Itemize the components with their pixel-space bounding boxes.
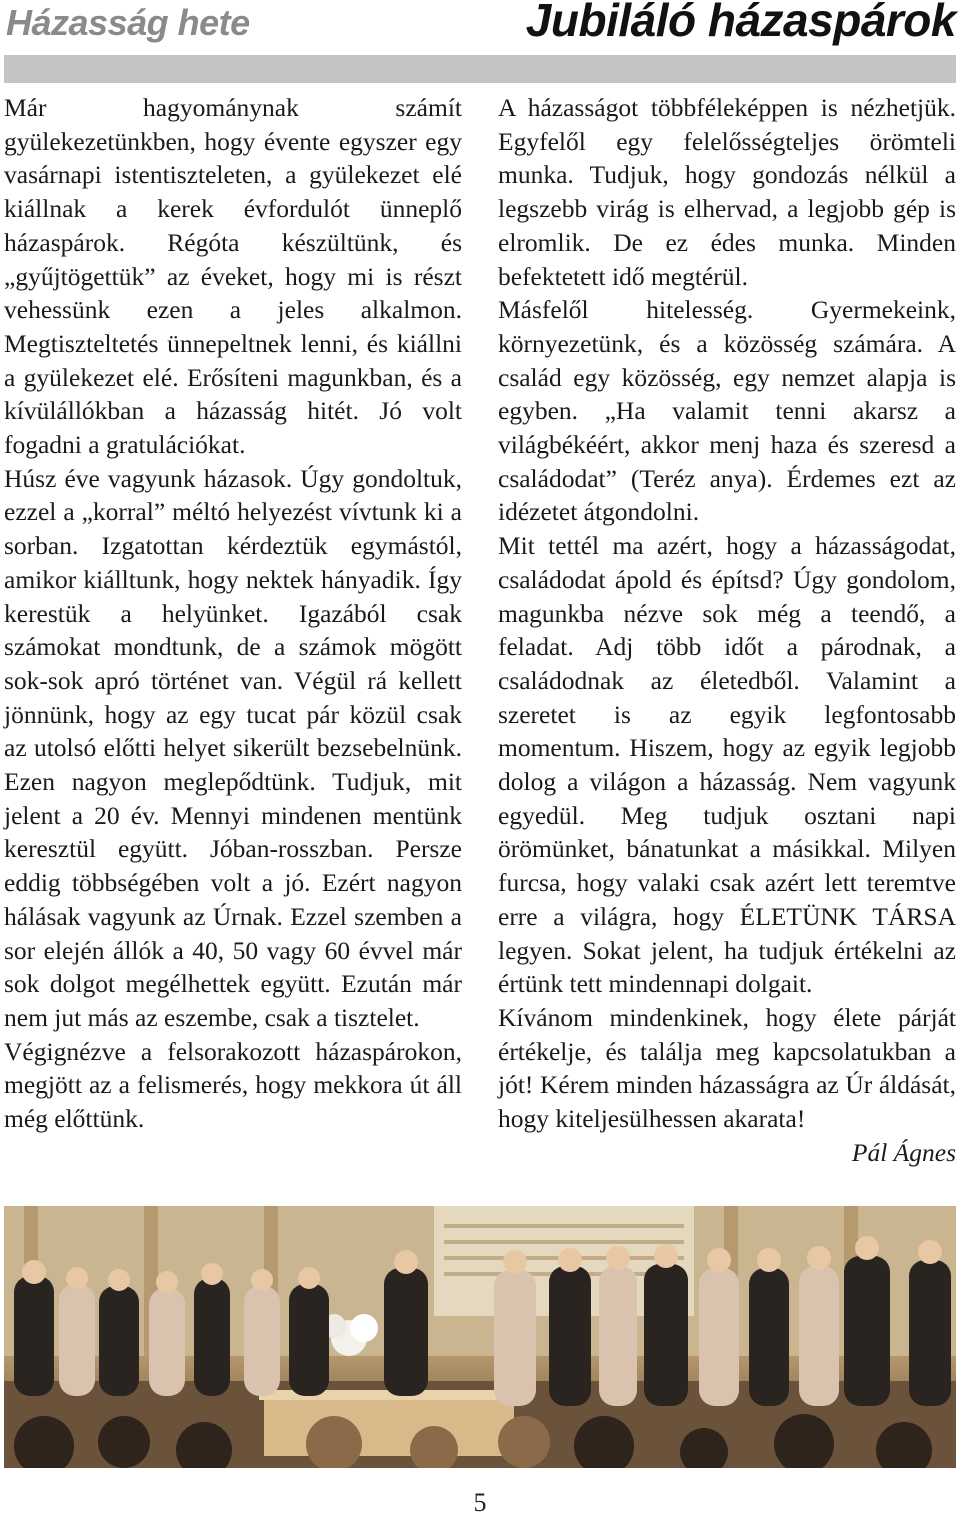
header-rule: [4, 55, 956, 83]
article-title: Jubiláló házaspárok: [525, 0, 956, 46]
paragraph: Már hagyománynak számít gyülekezetünkben, hogy évente egyszer egy vasárnapi istentiszteleten, a gyülekezet elé kiállnak a kerek évfordulót ünneplő házaspárok. Régóta készültünk, és „gyűjtögettük” az éveket, hogy mi is részt vehessünk ezen a jeles alkalmon. Megtiszteltetés ünnepeltnek lenni, és kiállni a gyülekezet elé. Erősíteni magunkban, és a kívülállókban a házasság hitét. Jó volt fogadni a gratulációkat.: [4, 93, 462, 460]
church-couples-photo: [4, 1206, 956, 1468]
paragraph: Kívánom mindenkinek, hogy élete párját értékelje, és találja meg kapcsolatukban a jót! Kérem minden házasságra az Úr áldását, hogy kiteljesülhessen akarata!: [498, 1002, 956, 1134]
paragraph: A házasságot többféleképpen is nézhetjük. Egyfelől egy felelősségteljes örömteli munka. Tudjuk, hogy gondozás nélkül a legszebb virág is elhervad, a legjobb gép is elromlik. De ez édes munka. Minden befektetett idő megtérül.: [498, 93, 956, 291]
article-left-column: [4, 91, 462, 1136]
paragraph: Mit tettél ma azért, hogy a házasságodat, családodat ápold és építsd? Úgy gondolom, magunkba nézve sok még a teendő, a feladat. Adj több időt a párodnak, a családodnak az életedből. Valamint a szeretet is az egyik legfontosabb momentum. Hiszem, hogy az egyik legjobb dolog a világon a házasság. Nem vagyunk egyedül. Meg tudjuk osztani napi örömünket, bánatunkat a másikkal. Milyen furcsa, hogy valaki csak azért lett teremtve erre a világra, hogy ÉLETÜNK TÁRSA legyen. Sokat jelent, ha tudjuk értékelni az értünk tett mindennapi dolgait.: [498, 531, 956, 999]
author-signature: Pál Ágnes: [851, 1137, 956, 1167]
photo-illustration: [4, 1206, 956, 1468]
page-number: 5: [473, 1488, 487, 1517]
paragraph: Másfelől hitelesség. Gyermekeink, környezetünk, és a közösség számára. A család egy közösség, egy nemzet alapja is egyben. „Ha valamit tenni akarsz a világbékéért, akkor menj haza és szeresd a családodat” (Teréz anya). Érdemes ezt az idézetet átgondolni.: [498, 295, 956, 527]
paragraph: Húsz éve vagyunk házasok. Úgy gondoltuk, ezzel a „korral” méltó helyezést vívtunk ki a sorban. Izgatottan kérdeztük egymástól, amikor kiálltunk, hogy nektek hányadik. Így kerestük a helyünket. Igazából csak számokat mondtunk, de a számok mögött sok-sok apró történet van. Végül rá kellett jönnünk, hogy az egy tucat pár közül csak az utolsó előtti helyet sikerült bezsebelnünk. Ezen nagyon meglepődtünk. Tudjuk, mit jelent a 20 év. Mennyi mindenen mentünk keresztül együtt. Jóban-rosszban. Persze eddig többségében volt a jó. Ezért nagyon hálásak vagyunk az Úrnak. Ezzel szemben a sor elején állók a 40, 50 vagy 60 évvel már sok dolgot megélhettek együtt. Ezután már nem jut más az eszembe, csak a tisztelet.: [4, 463, 462, 1032]
article-right-column: [498, 91, 956, 1170]
paragraph: Végignézve a felsorakozott házaspárokon, megjött az a felismerés, hogy mekkora út áll még előttünk.: [4, 1036, 462, 1134]
section-label: Házasság hete: [6, 2, 250, 43]
